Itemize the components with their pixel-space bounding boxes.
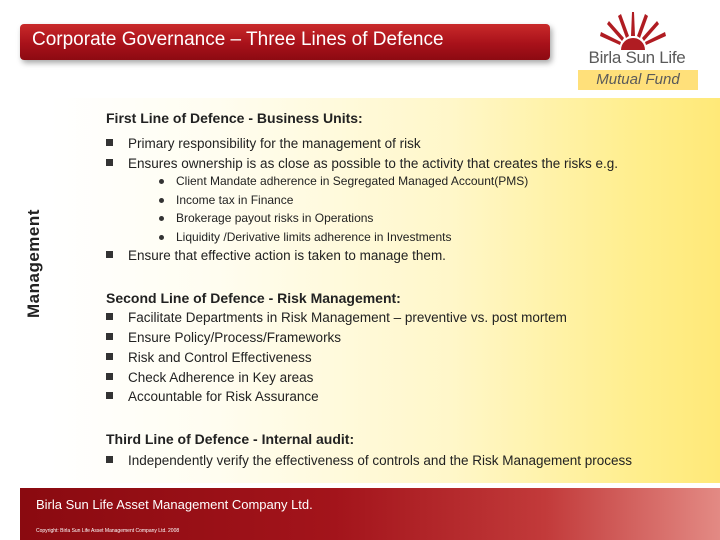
square-bullet-icon <box>106 159 113 166</box>
square-bullet-icon <box>106 353 113 360</box>
footer-company: Birla Sun Life Asset Management Company Ltd. <box>36 497 313 512</box>
logo-tagline: Mutual Fund <box>578 70 698 90</box>
square-bullet-icon <box>106 373 113 380</box>
logo-brand-name: Birla Sun Life <box>588 48 686 67</box>
square-bullet-icon <box>106 313 113 320</box>
round-bullet-icon <box>159 179 164 184</box>
square-bullet-icon <box>106 139 113 146</box>
footer-bar <box>20 488 720 540</box>
second-line-heading: Second Line of Defence - Risk Management: <box>106 290 401 306</box>
footer-copyright: Copyright: Birla Sun Life Asset Management Company Ltd. 2008 <box>36 528 180 534</box>
list-item: Accountable for Risk Assurance <box>128 389 319 404</box>
list-item: Ensure Policy/Process/Frameworks <box>128 330 341 345</box>
list-item: Independently verify the effectiveness of controls and the Risk Management process <box>128 453 632 468</box>
sub-list-item: Client Mandate adherence in Segregated Managed Account(PMS) <box>176 174 528 188</box>
square-bullet-icon <box>106 456 113 463</box>
third-line-heading: Third Line of Defence - Internal audit: <box>106 431 355 447</box>
sub-list-item: Brokerage payout risks in Operations <box>176 211 373 225</box>
square-bullet-icon <box>106 251 113 258</box>
round-bullet-icon <box>159 216 164 221</box>
round-bullet-icon <box>159 198 164 203</box>
sub-list-item: Income tax in Finance <box>176 193 293 207</box>
side-label: Management <box>24 209 43 318</box>
list-item: Ensure that effective action is taken to manage them. <box>128 248 446 263</box>
list-item: Primary responsibility for the management of risk <box>128 136 421 151</box>
sub-list-item: Liquidity /Derivative limits adherence in Investments <box>176 230 451 244</box>
square-bullet-icon <box>106 333 113 340</box>
list-item: Ensures ownership is as close as possible to the activity that creates the risks e.g. <box>128 156 618 171</box>
list-item: Check Adherence in Key areas <box>128 370 313 385</box>
list-item: Facilitate Departments in Risk Management – preventive vs. post mortem <box>128 310 567 325</box>
title-bar <box>20 24 550 60</box>
round-bullet-icon <box>159 235 164 240</box>
company-logo <box>572 10 702 90</box>
first-line-heading: First Line of Defence - Business Units: <box>106 110 363 126</box>
page-title: Corporate Governance – Three Lines of Defence <box>32 29 444 50</box>
rising-sun-icon <box>598 10 668 50</box>
list-item: Risk and Control Effectiveness <box>128 350 312 365</box>
square-bullet-icon <box>106 392 113 399</box>
